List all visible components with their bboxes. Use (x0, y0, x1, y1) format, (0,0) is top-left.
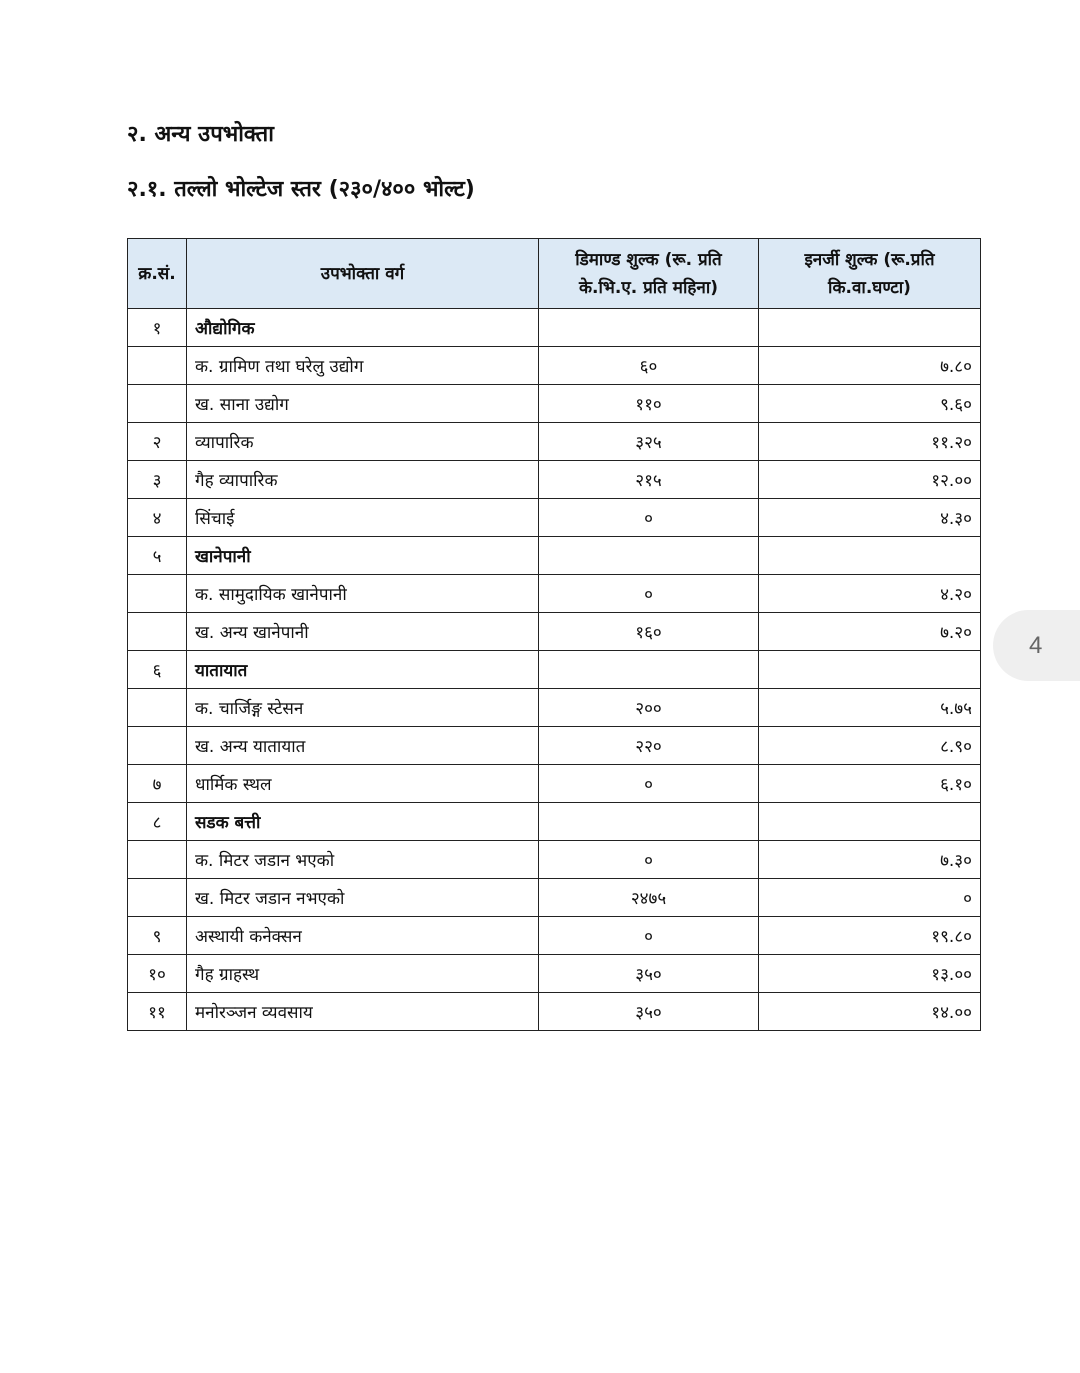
table-row (128, 765, 981, 803)
table-row (128, 993, 981, 1031)
table-row (128, 537, 981, 575)
row-energy-charge: ४.२० (759, 575, 981, 613)
row-category: क. ग्रामिण तथा घरेलु उद्योग (187, 347, 539, 385)
row-energy-charge: ५.७५ (759, 689, 981, 727)
row-energy-charge: १४.०० (759, 993, 981, 1031)
row-energy-charge: ० (759, 879, 981, 917)
row-energy-charge (759, 803, 981, 841)
header-energy-charge: इनर्जी शुल्क (रू.प्रति कि.वा.घण्टा) (759, 239, 981, 309)
row-sn: ११ (128, 993, 187, 1031)
row-demand-charge: ० (539, 917, 759, 955)
row-demand-charge: ० (539, 575, 759, 613)
page-number: 4 (1029, 631, 1043, 659)
row-category: व्यापारिक (187, 423, 539, 461)
table-row (128, 689, 981, 727)
table-header-row (128, 239, 981, 309)
row-energy-charge: ६.१० (759, 765, 981, 803)
row-category: औद्योगिक (187, 309, 539, 347)
row-demand-charge: ३५० (539, 993, 759, 1031)
row-sn (128, 385, 187, 423)
row-demand-charge: २१५ (539, 461, 759, 499)
row-category: क. सामुदायिक खानेपानी (187, 575, 539, 613)
table-row (128, 461, 981, 499)
row-energy-charge (759, 651, 981, 689)
row-category: ख. मिटर जडान नभएको (187, 879, 539, 917)
row-sn: २ (128, 423, 187, 461)
table-row (128, 955, 981, 993)
row-category: ख. अन्य खानेपानी (187, 613, 539, 651)
row-sn: ४ (128, 499, 187, 537)
header-category: उपभोक्ता वर्ग (187, 239, 539, 309)
row-demand-charge (539, 537, 759, 575)
row-sn (128, 613, 187, 651)
row-demand-charge: ० (539, 499, 759, 537)
row-energy-charge: ८.९० (759, 727, 981, 765)
row-category: यातायात (187, 651, 539, 689)
header-demand-charge: डिमाण्ड शुल्क (रू. प्रति के.भि.ए. प्रति महिना) (539, 239, 759, 309)
row-energy-charge (759, 309, 981, 347)
table-row (128, 385, 981, 423)
table-row (128, 917, 981, 955)
row-sn: ७ (128, 765, 187, 803)
page-number-tab[interactable] (993, 610, 1080, 681)
row-sn: १० (128, 955, 187, 993)
row-demand-charge: ११० (539, 385, 759, 423)
row-energy-charge: १३.०० (759, 955, 981, 993)
row-category: खानेपानी (187, 537, 539, 575)
table-row (128, 727, 981, 765)
header-sn: क्र.सं. (128, 239, 187, 309)
row-category: क. चार्जिङ्ग स्टेसन (187, 689, 539, 727)
table-row (128, 347, 981, 385)
row-energy-charge: १९.८० (759, 917, 981, 955)
table-row (128, 423, 981, 461)
row-sn: ९ (128, 917, 187, 955)
table-row (128, 499, 981, 537)
row-category: ख. अन्य यातायात (187, 727, 539, 765)
table-row (128, 841, 981, 879)
row-sn (128, 727, 187, 765)
row-energy-charge: ४.३० (759, 499, 981, 537)
row-energy-charge (759, 537, 981, 575)
row-energy-charge: ७.२० (759, 613, 981, 651)
row-sn: १ (128, 309, 187, 347)
row-category: अस्थायी कनेक्सन (187, 917, 539, 955)
row-category: मनोरञ्जन व्यवसाय (187, 993, 539, 1031)
row-sn (128, 575, 187, 613)
row-sn: ३ (128, 461, 187, 499)
row-sn: ६ (128, 651, 187, 689)
row-category: क. मिटर जडान भएको (187, 841, 539, 879)
row-demand-charge: ० (539, 841, 759, 879)
row-energy-charge: १२.०० (759, 461, 981, 499)
row-category: सिंचाई (187, 499, 539, 537)
table-row (128, 803, 981, 841)
row-sn: ८ (128, 803, 187, 841)
row-energy-charge: ९.६० (759, 385, 981, 423)
section-heading: २. अन्य उपभोक्ता (127, 122, 274, 147)
row-sn (128, 879, 187, 917)
row-sn (128, 347, 187, 385)
row-demand-charge (539, 803, 759, 841)
row-category: गैह व्यापारिक (187, 461, 539, 499)
table-row (128, 651, 981, 689)
table-row (128, 879, 981, 917)
table-row (128, 309, 981, 347)
row-demand-charge (539, 651, 759, 689)
row-demand-charge: १६० (539, 613, 759, 651)
row-demand-charge: २२० (539, 727, 759, 765)
row-category: सडक बत्ती (187, 803, 539, 841)
table-body (128, 309, 981, 1031)
row-sn (128, 841, 187, 879)
row-demand-charge: २०० (539, 689, 759, 727)
row-energy-charge: ७.३० (759, 841, 981, 879)
row-category: धार्मिक स्थल (187, 765, 539, 803)
row-demand-charge: ३२५ (539, 423, 759, 461)
table-row (128, 613, 981, 651)
row-energy-charge: ७.८० (759, 347, 981, 385)
row-energy-charge: ११.२० (759, 423, 981, 461)
tariff-table (127, 238, 981, 1031)
subsection-heading: २.१. तल्लो भोल्टेज स्तर (२३०/४०० भोल्ट) (127, 177, 475, 202)
row-demand-charge: २४७५ (539, 879, 759, 917)
row-sn (128, 689, 187, 727)
row-category: गैह ग्राहस्थ (187, 955, 539, 993)
row-demand-charge: ३५० (539, 955, 759, 993)
row-sn: ५ (128, 537, 187, 575)
row-demand-charge: ६० (539, 347, 759, 385)
row-demand-charge: ० (539, 765, 759, 803)
row-demand-charge (539, 309, 759, 347)
row-category: ख. साना उद्योग (187, 385, 539, 423)
table-row (128, 575, 981, 613)
